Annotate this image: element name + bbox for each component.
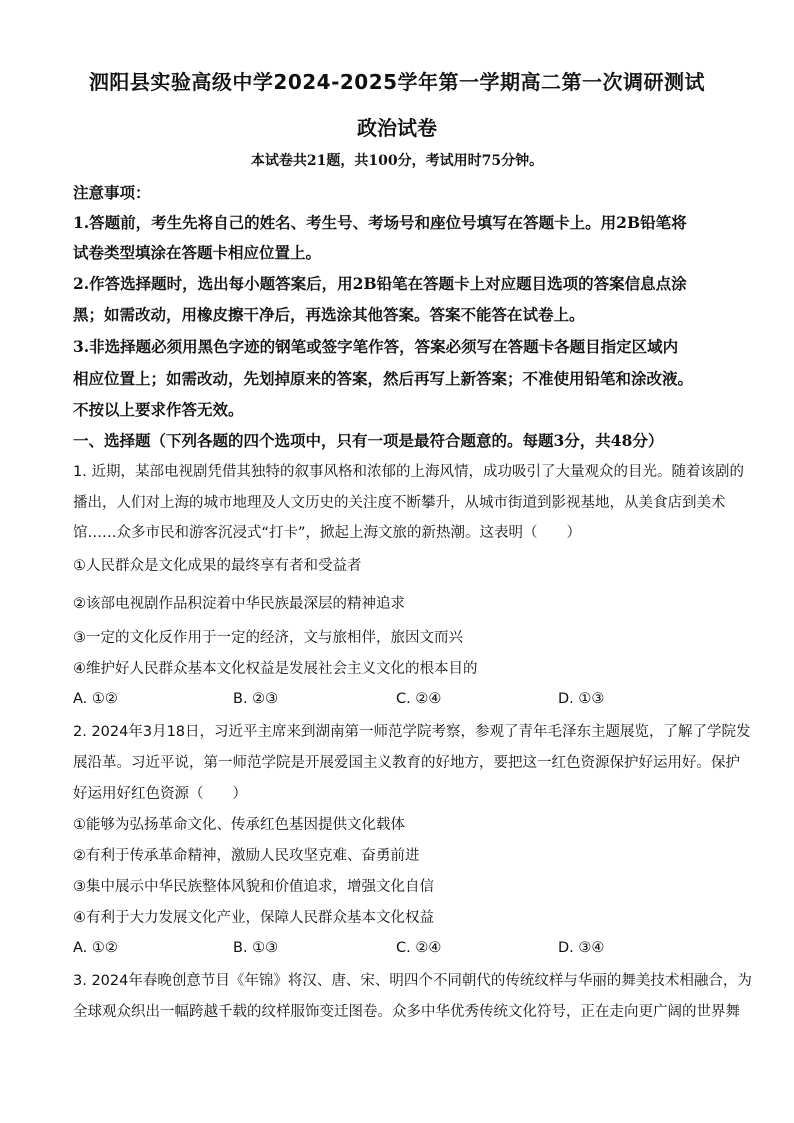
- section-heading: 一、选择题（下列各题的四个选项中，只有一项是最符合题意的。每题3分，共48分）: [73, 431, 664, 450]
- question-1-stem: 播出，人们对上海的城市地理及人文历史的关注度不断攀升，从城市街道到影视基地，从美食店到美术: [73, 495, 726, 511]
- option-b[interactable]: B. ②③: [233, 691, 279, 707]
- question-3-stem: 全球观众织出一幅跨越千载的纹样服饰变迁图卷。众多中华优秀传统文化符号，正在走向更广阔的世界舞: [73, 1004, 740, 1020]
- option-a[interactable]: A. ①②: [73, 691, 118, 707]
- question-3-stem: 3. 2024年春晚创意节目《年锦》将汉、唐、宋、明四个不同朝代的传统纹样与华丽的舞美技术相融合，为: [73, 973, 752, 989]
- notice-line: 相应位置上；如需改动，先划掉原来的答案，然后再写上新答案；不准使用铅笔和涂改液。: [73, 369, 694, 388]
- question-1-stem: 1. 近期，某部电视剧凭借其独特的叙事风格和浓郁的上海风情，成功吸引了大量观众的目光。随着该剧的: [73, 464, 744, 480]
- question-1-statement: ③一定的文化反作用于一定的经济，文与旅相伴，旅因文而兴: [73, 630, 463, 646]
- notice-line: 1.答题前，考生先将自己的姓名、考生号、考场号和座位号填写在答题卡上。用2B铅笔将: [73, 213, 687, 232]
- notice-line: 试卷类型填涂在答题卡相应位置上。: [73, 243, 322, 262]
- exam-subtitle: 政治试卷: [357, 116, 437, 140]
- question-2-statement: ①能够为弘扬革命文化、传承红色基因提供文化载体: [73, 817, 405, 833]
- question-2-statement: ②有利于传承革命精神，激励人民攻坚克难、奋勇前进: [73, 848, 420, 864]
- question-2-stem: 好运用好红色资源（ ）: [73, 786, 247, 802]
- option-d[interactable]: D. ①③: [558, 691, 605, 707]
- question-1-statement: ①人民群众是文化成果的最终享有者和受益者: [73, 558, 362, 574]
- option-a[interactable]: A. ①②: [73, 940, 118, 956]
- notice-line: 3.非选择题必须用黑色字迹的钢笔或签字笔作答，答案必须写在答题卡各题目指定区域内: [73, 337, 679, 356]
- option-c[interactable]: C. ②④: [396, 691, 442, 707]
- exam-info: 本试卷共21题，共100分，考试用时75分钟。: [250, 153, 544, 169]
- question-1-stem: 馆……众多市民和游客沉浸式“打卡”，掀起上海文旅的新热潮。这表明（ ）: [73, 525, 582, 541]
- option-c[interactable]: C. ②④: [396, 940, 442, 956]
- notice-line: 黑；如需改动，用橡皮擦干净后，再选涂其他答案。答案不能答在试卷上。: [73, 305, 585, 324]
- question-2-statement: ④有利于大力发展文化产业，保障人民群众基本文化权益: [73, 910, 434, 926]
- question-1-statement: ②该部电视剧作品积淀着中华民族最深层的精神追求: [73, 596, 405, 612]
- question-2-stem: 展沿革。习近平说，第一师范学院是开展爱国主义教育的好地方，要把这一红色资源保护好运用好。保护: [73, 755, 740, 771]
- notice-line: 不按以上要求作答无效。: [73, 400, 244, 419]
- notice-heading: 注意事项：: [73, 183, 151, 202]
- option-b[interactable]: B. ①③: [233, 940, 279, 956]
- question-2-stem: 2. 2024年3月18日，习近平主席来到湖南第一师范学院考察，参观了青年毛泽东主题展览，了解了学院发: [73, 724, 751, 740]
- question-1-statement: ④维护好人民群众基本文化权益是发展社会主义文化的根本目的: [73, 661, 478, 677]
- question-2-statement: ③集中展示中华民族整体风貌和价值追求，增强文化自信: [73, 879, 434, 895]
- option-d[interactable]: D. ③④: [558, 940, 605, 956]
- exam-title: 泗阳县实验高级中学2024-2025学年第一学期高二第一次调研测试: [88, 70, 706, 94]
- notice-line: 2.作答选择题时，选出每小题答案后，用2B铅笔在答题卡上对应题目选项的答案信息点涂: [73, 274, 687, 293]
